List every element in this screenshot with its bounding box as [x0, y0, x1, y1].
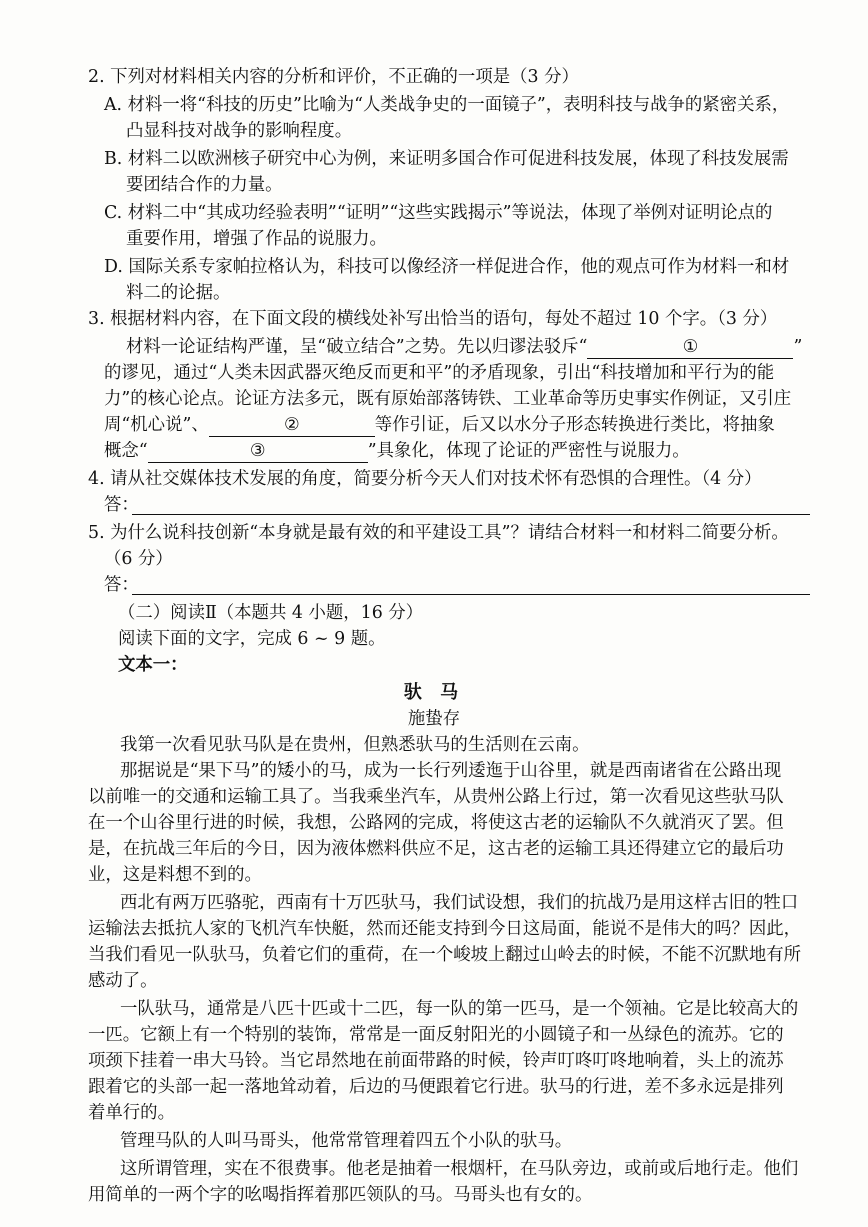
article-line: 一匹。它额上有一个特别的装饰，常常是一面反射阳光的小圆镜子和一丛绿色的流苏。它的	[88, 1025, 784, 1045]
question-3-para-line3: 力”的核心论点。论证方法多元，既有原始部落铸铁、工业革命等历史事实作例证，又引庄	[104, 389, 792, 409]
option-d-line2: 料二的论据。	[126, 283, 231, 303]
article-author: 施蛰存	[407, 709, 461, 729]
article-line: 跟着它的头部一起一落地耸动着，后边的马便跟着它行进。驮马的行进，差不多永远是排列	[88, 1077, 784, 1097]
fill-blank-3[interactable]: ③	[148, 440, 368, 463]
text-label: 文本一：	[118, 655, 188, 675]
article-line: 在一个山谷里行进的时候，我想，公路网的完成，将使这古老的运输队不久就消灭了罢。但	[88, 813, 784, 833]
fill-blank-1[interactable]: ①	[587, 336, 793, 359]
question-3-para-line1	[126, 334, 802, 360]
option-b-line1: B. 材料二以欧洲核子研究中心为例，来证明多国合作可促进科技发展，体现了科技发展需	[104, 149, 789, 169]
article-line: 项颈下挂着一串大马铃。当它昂然地在前面带路的时候，铃声叮咚叮咚地响着，头上的流苏	[88, 1051, 784, 1071]
article-line: 感动了。	[88, 971, 158, 991]
q3-text: 周“机心说”、	[104, 415, 209, 435]
q3-text: ”具象化，体现了论证的严密性与说服力。	[367, 441, 690, 461]
option-a-line1: A. 材料一将“科技的历史”比喻为“人类战争史的一面镜子”，表明科技与战争的紧密关系，	[104, 95, 790, 115]
fill-blank-2[interactable]: ②	[209, 414, 375, 437]
question-2-stem: 2. 下列对材料相关内容的分析和评价，不正确的一项是（3 分）	[88, 67, 579, 87]
article-line: 用简单的一两个字的吆喝指挥着那匹领队的马。马哥头也有女的。	[88, 1185, 593, 1205]
question-5-stem-line1: 5. 为什么说科技创新“本身就是最有效的和平建设工具”？请结合材料一和材料二简要分析。	[88, 523, 789, 543]
section-instruction: 阅读下面的文字，完成 6 ~ 9 题。	[118, 629, 386, 649]
article-line: 是，在抗战三年后的今日，因为液体燃料供应不足，这古老的运输工具还得建立它的最后功	[88, 839, 784, 859]
article-title: 驮 马	[403, 682, 465, 703]
option-a-line2: 凸显科技对战争的影响程度。	[126, 121, 353, 141]
article-line: 我第一次看见驮马队是在贵州，但熟悉驮马的生活则在云南。	[120, 735, 590, 755]
article-line: 那据说是“果下马”的矮小的马，成为一长行列逶迤于山谷里，就是西南诸省在公路出现	[120, 761, 782, 781]
question-3-para-line5	[104, 438, 690, 464]
article-line: 当我们看见一队驮马，负着它们的重荷，在一个峻坡上翻过山岭去的时候，不能不沉默地有所	[88, 945, 802, 965]
q3-text: 材料一论证结构严谨，呈“破立结合”之势。先以归谬法驳斥“	[126, 337, 588, 357]
question-5-stem-line2: （6 分）	[104, 549, 173, 569]
question-3-para-line2: 的谬见，通过“人类未因武器灭绝反而更和平”的矛盾现象，引出“科技增加和平行为的能	[104, 363, 775, 383]
article-line: 运输法去抵抗人家的飞机汽车快艇，然而还能支持到今日这局面，能说不是伟大的吗？因此，	[88, 919, 802, 939]
article-line: 以前唯一的交通和运输工具了。当我乘坐汽车，从贵州公路上行过，第一次看见这些驮马队	[88, 787, 784, 807]
question-5-answer-line[interactable]	[132, 594, 810, 595]
section-heading: （二）阅读Ⅱ（本题共 4 小题，16 分）	[118, 603, 424, 623]
option-c-line1: C. 材料二中“其成功经验表明”“证明”“这些实践揭示”等说法，体现了举例对证明论点的	[104, 203, 773, 223]
article-line: 一队驮马，通常是八匹十匹或十二匹，每一队的第一匹马，是一个领袖。它是比较高大的	[120, 999, 799, 1019]
question-4-answer-line[interactable]	[132, 514, 810, 515]
q3-text: 等作引证，后又以水分子形态转换进行类比，将抽象	[374, 415, 775, 435]
question-3-stem: 3. 根据材料内容，在下面文段的横线处补写出恰当的语句，每处不超过 10 个字。（3 分）	[88, 309, 778, 329]
option-d-line1: D. 国际关系专家帕拉格认为，科技可以像经济一样促进合作，他的观点可作为材料一和材	[104, 257, 790, 277]
question-4-answer-label: 答：	[104, 495, 139, 515]
article-line: 管理马队的人叫马哥头，他常常管理着四五个小队的驮马。	[120, 1131, 573, 1151]
option-b-line2: 要团结合作的力量。	[126, 175, 283, 195]
question-4-stem: 4. 请从社交媒体技术发展的角度，简要分析今天人们对技术怀有恐惧的合理性。（4 分）	[88, 469, 762, 489]
q3-text: ”	[793, 337, 803, 357]
article-line: 西北有两万匹骆驼，西南有十万匹驮马，我们试设想，我们的抗战乃是用这样古旧的牲口	[120, 893, 799, 913]
article-line: 着单行的。	[88, 1103, 175, 1123]
question-5-answer-label: 答：	[104, 575, 139, 595]
option-c-line2: 重要作用，增强了作品的说服力。	[126, 229, 387, 249]
question-3-para-line4	[104, 412, 775, 438]
q3-text: 概念“	[104, 441, 148, 461]
article-line: 这所谓管理，实在不很费事。他老是抽着一根烟杆，在马队旁边，或前或后地行走。他们	[120, 1159, 799, 1179]
article-line: 业，这是料想不到的。	[88, 865, 262, 885]
